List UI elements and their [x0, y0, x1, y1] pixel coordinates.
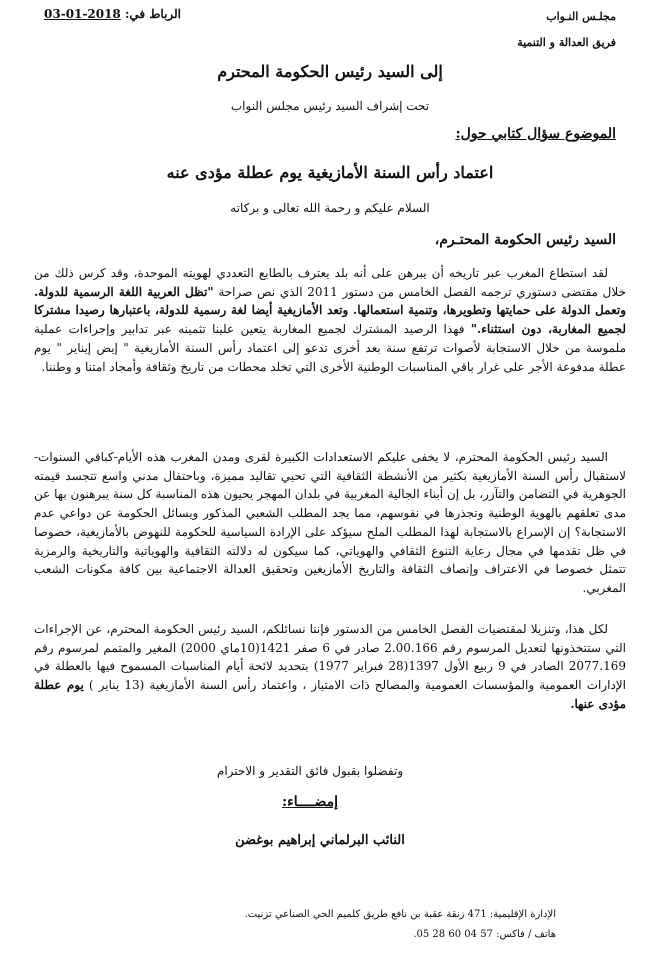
closing-line: وتفضلوا بقبول فائق التقدير و الاحترام: [216, 764, 404, 778]
body-paragraph-2: [34, 448, 626, 598]
body-paragraph-3: [34, 620, 626, 714]
parliamentary-group: فريق العدالة و التنمية: [517, 36, 616, 49]
document-date: 2018-01-03: [44, 7, 121, 21]
paragraph-3-emphasis: يوم عطلة مؤدى عنها.: [34, 678, 626, 711]
constitution-quote: "تظل العربية اللغة الرسمية للدولة. وتعمل الدولة على حمايتها وتطويرها، وتنمية استعمالها. وتعد الأمازيغية أيضا لغة رسمية للدولة، باعتبارها رصيدا مشتركا لجميع المغاربة، دون استثناء.": [34, 284, 626, 337]
signature-label: إمضــــاء:: [282, 794, 338, 810]
greeting-line: السلام عليكم و رحمة الله تعالى و بركاته: [230, 201, 430, 215]
paragraph-3-text: لكل هذا، وتنزيلا لمقتضيات الفصل الخامس من الدستور فإننا نسائلكم، السيد رئيس الحكومة المحترم، عن الإجراءات التي ستتخذونها لتعديل المرسوم رقم 2.00.166 صادر في 6 صفر 1421(10ماي 2000) المغير والمتمم لمرسوم رقم 2077.169 الصادر في 9 ربيع الأول 1397(28 فبراير 1977) بتحديد لائحة أيام المناسبات المسموح فيها بالعطلة في الإدارات العمومية والمؤسسات العمومية والمصالح ذات الامتياز ، واعتماد رأس السنة الأمازيغية (13 يناير ): [34, 622, 626, 693]
footer-address: الإدارة الإقليمية: 471 زنقة عقبة بن نافع طريق كلميم الحي الصناعي تزنيت.: [244, 909, 556, 920]
city-prefix: الرباط في:: [124, 7, 182, 21]
paragraph-2-text: السيد رئيس الحكومة المحترم، لا يخفى عليكم الاستعدادات الكبيرة لقرى ومدن المغرب هذه الأيام-كباقي السنوات- لاستقبال رأس السنة الأمازيغية بكثير من الأنشطة الثقافية التي تحيي تقاليد مميزة، وباحتفال مدني واسع تتجسد قيمته الجوهرية في التضامن والتآزر، بل إن أبناء الجالية المغربية في بلدان المهجر يحيون هذه المناسبة كل سنة يبرهنون بها عن مدى تعلقهم بالهوية الوطنية وتجذرها في نفوسهم، مما يجد المطلب الشعبي المذكور ويسائل الحكومة عن دواعي عدم الاستجابة؟ إن الإسراع بالاستجابة لهذا المطلب الملح سيؤكد على الإرادة السياسية للحكومة للنهوض بالأمازيغية، خصوصا في ظل تقدمها في مجال رعاية التنوع الثقافي والهوياتي، كما سيكون له دلالته الثقافية والهوياتية والتاريخية والرمزية تتمثل خصوصا في الاعتراف وإنصاف الثقافة والتاريخ الأمازيغين وتحقيق العدالة الاجتماعية بين كافة مكونات الشعب المغربي.: [34, 450, 626, 595]
institution-name: مجلـس النـواب: [546, 10, 616, 23]
footer: [196, 905, 556, 945]
letterhead: [517, 4, 616, 56]
signer-name: النائب البرلماني إبراهيم بوغضن: [235, 833, 405, 848]
subject-label: الموضوع سؤال كتابي حول:: [455, 126, 616, 142]
paragraph-1-rest: فهذا الرصيد المشترك لجميع المغاربة يتعين علينا تثمينه عبر تدابير وإجراءات عملية ملموسة من خلال الاستجابة لأصوات ترتفع سنة بعد أخرى تدعو إلى اعتماد رأس السنة الأمازيغية " إيض إيناير " يوم عطلة مدفوعة الأجر على غرار باقي المناسبات الوطنية الأخرى التي تخلد محطات من تاريخ وثقافة وأمجاد امتنا و وطننا.: [34, 322, 626, 374]
subject-title: اعتماد رأس السنة الأمازيغية يوم عطلة مؤدى عنه: [166, 163, 494, 182]
body-paragraph-1: [34, 264, 626, 376]
salutation-line: السيد رئيس الحكومة المحتـرم،: [434, 232, 616, 248]
date-line: [44, 7, 181, 21]
footer-phone: هاتف / فاكس: 57 04 60 28 05.: [413, 929, 556, 940]
paragraph-1-intro: لقد استطاع المغرب عبر تاريخه أن يبرهن على أنه بلد يعترف بالطابع التعددي لهويته الموحدة، وقد كرس ذلك من خلال مقتضى دستوري ترجمه الفصل الخامس من دستور 2011 الذي نص صراحة: [34, 266, 626, 299]
supervision-line: تحت إشراف السيد رئيس مجلس النواب: [230, 99, 430, 113]
addressee-line: إلى السيد رئيس الحكومة المحترم: [217, 62, 443, 81]
